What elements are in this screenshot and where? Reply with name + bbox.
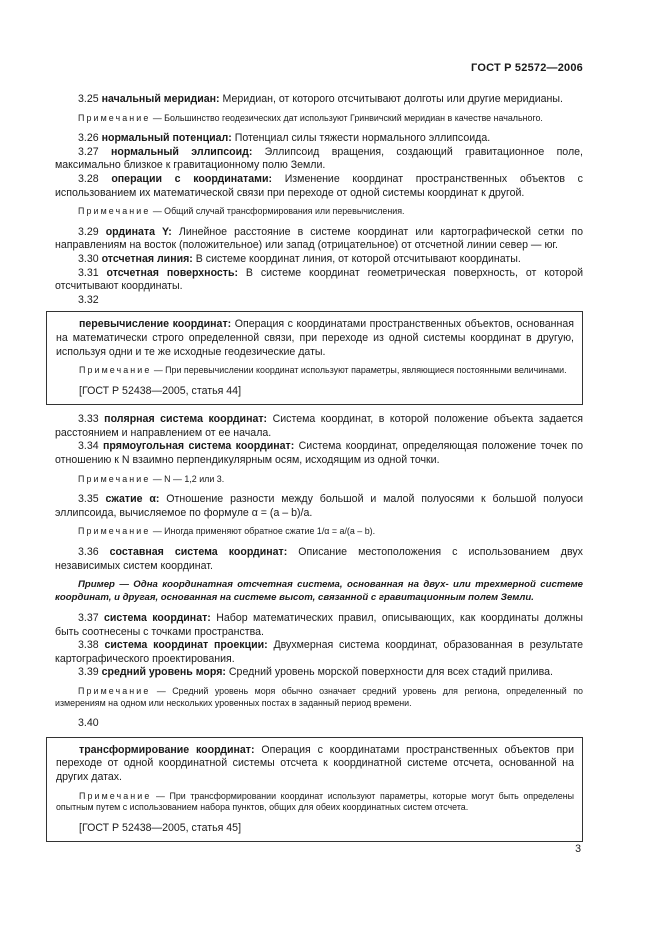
term-definition: Система координат, в которой положение объекта задается расстоянием и направлением от ее начала. xyxy=(55,413,583,439)
note-text: — Средний уровень моря обычно означает средний уровень для региона, определенный по измерениям на одном или нескольких уровенных постах в заданный период времени. xyxy=(55,686,583,708)
note xyxy=(55,113,583,125)
term-entry xyxy=(55,132,583,146)
term-definition: Потенциал силы тяжести нормального эллипсоида. xyxy=(231,132,491,145)
term-number: 3.38 xyxy=(78,639,99,652)
term-definition: Эллипсоид вращения, создающий гравитационное поле, максимально близкое к гравитационному полю Земли. xyxy=(55,145,583,172)
term-entry xyxy=(56,318,574,359)
note xyxy=(55,526,583,538)
term-definition: Отношение разности между большой и малой полуосями к большой полуоси эллипсоида, вычисляемое по формуле α = (a – b)/a. xyxy=(55,493,584,519)
term-title: полярная система координат: xyxy=(104,413,268,426)
note-label: Примечание xyxy=(78,473,151,484)
term-definition: В системе координат геометрическая поверхность, от которой отсчитывают координаты. xyxy=(55,266,584,293)
term-number: 3.25 xyxy=(78,93,99,105)
note-text: — При перевычислении координат используют параметры, являющиеся постоянными величинами. xyxy=(151,365,567,376)
term-title: нормальный потенциал: xyxy=(101,132,232,145)
term-title: ордината Y: xyxy=(105,225,172,238)
term-entry xyxy=(55,93,583,107)
note-label: Примечание xyxy=(78,112,151,123)
term-definition: Описание местоположения с использованием двух независимых систем координат. xyxy=(55,546,583,572)
term-entry xyxy=(55,146,583,173)
example-text: Пример — Одна координатная отсчетная система, основанная на двух- или трехмерной системе координат, и другая, основанная на системе высот, связанной с гравитационным полем Земли. xyxy=(55,579,583,603)
note xyxy=(55,474,583,486)
term-title: отсчетная линия: xyxy=(101,252,193,265)
term-entry xyxy=(55,226,583,253)
term-title: трансформирование координат: xyxy=(79,743,255,756)
term-title: сжатие α: xyxy=(105,493,160,506)
term-number: 3.39 xyxy=(78,666,99,679)
term-title: операции с координатами: xyxy=(111,172,273,185)
term-number: 3.29 xyxy=(78,225,99,238)
note-label: Примечание xyxy=(79,790,152,801)
note xyxy=(55,686,583,709)
note xyxy=(56,365,574,377)
term-number: 3.30 xyxy=(78,252,99,265)
term-definition: Двухмерная система координат, образованная в результате картографического проектирования. xyxy=(55,639,584,665)
note-text: — Иногда применяют обратное сжатие 1/α = a/(a – b). xyxy=(150,526,376,537)
term-definition: Система координат, определяющая положение точек по отношению к N взаимно перпендикулярным осям, исходящим из одной точки. xyxy=(55,440,583,467)
note-label: Примечание xyxy=(78,686,151,696)
term-frame-3-32 xyxy=(46,311,583,405)
note-text: — Общий случай трансформирования или перевычисления. xyxy=(150,206,405,217)
term-entry xyxy=(55,546,583,573)
term-title: прямоугольная система координат: xyxy=(103,440,295,453)
term-title: составная система координат: xyxy=(109,546,288,559)
note-text: — При трансформировании координат используют параметры, которые могут быть определены опытным путем с использованием набора пунктов, общих для обеих координатных систем отсчета. xyxy=(56,790,574,813)
term-number: 3.34 xyxy=(78,440,99,453)
term-entry xyxy=(56,744,574,785)
term-number: 3.32 xyxy=(78,293,99,306)
term-entry xyxy=(55,666,583,680)
term-entry xyxy=(55,173,583,200)
page-number: 3 xyxy=(575,843,581,855)
term-entry xyxy=(55,413,583,440)
term-title: средний уровень моря: xyxy=(101,666,226,679)
note-label: Примечание xyxy=(78,526,151,537)
term-title: начальный меридиан: xyxy=(101,93,220,105)
term-definition: Набор математических правил, описывающих, как координаты должны быть соотнесены с точками пространства. xyxy=(55,612,583,638)
term-number: 3.37 xyxy=(78,612,99,625)
term-number: 3.27 xyxy=(78,145,99,158)
term-definition: Операция с координатами пространственных объектов, основанная на математически строго определенной связи, при переходе из одной системы координат в другую, используя одни и те же исходные геодезические даты. xyxy=(56,318,574,358)
term-number: 3.33 xyxy=(78,413,99,426)
term-title: перевычисление координат: xyxy=(79,318,232,331)
term-number: 3.35 xyxy=(78,493,99,506)
note-text: — Большинство геодезических дат используют Гринвичский меридиан в качестве начального. xyxy=(150,112,543,123)
term-entry xyxy=(55,493,583,520)
term-definition: Линейное расстояние в системе координат или картографической сетки по направлениям на восток (положительное) или запад (отрицательное) от отсчетной линии север — юг. xyxy=(55,225,583,252)
term-definition: В системе координат линия, от которой отсчитывают координаты. xyxy=(192,252,521,265)
term-number: 3.40 xyxy=(78,717,99,730)
term-entry xyxy=(55,612,583,639)
term-definition: Меридиан, от которого отсчитывают долготы или другие меридианы. xyxy=(219,93,563,105)
source-reference: [ГОСТ Р 52438—2005, статья 45] xyxy=(79,821,242,834)
term-number: 3.36 xyxy=(78,546,99,559)
term-entry xyxy=(55,253,583,267)
term-definition: Изменение координат пространственных объектов с использованием их математической связи при переходе от одной системы координат к другой. xyxy=(55,172,583,199)
note-text: — N — 1,2 или 3. xyxy=(150,473,225,484)
term-entry xyxy=(55,267,583,294)
term-definition: Операция с координатами пространственных объектов при переходе от одной координатной системы отсчета к координатной системе отсчета, основанной на других датах. xyxy=(56,743,574,783)
note-label: Примечание xyxy=(78,206,151,217)
document-body xyxy=(55,93,583,842)
term-frame-3-40 xyxy=(46,737,583,843)
term-definition: Средний уровень морской поверхности для всех стадий прилива. xyxy=(225,666,553,679)
term-number: 3.28 xyxy=(78,172,99,185)
term-entry xyxy=(55,639,583,666)
note-label: Примечание xyxy=(79,365,152,376)
document-header: ГОСТ Р 52572—2006 xyxy=(471,62,583,74)
note xyxy=(55,206,583,218)
note xyxy=(56,791,574,814)
term-entry xyxy=(55,440,583,467)
term-title: система координат: xyxy=(104,612,211,625)
term-title: система координат проекции: xyxy=(104,639,268,652)
term-title: нормальный эллипсоид: xyxy=(110,145,253,158)
term-title: отсчетная поверхность: xyxy=(106,266,239,279)
source-reference: [ГОСТ Р 52438—2005, статья 44] xyxy=(79,384,242,397)
term-number: 3.31 xyxy=(78,266,99,279)
term-number: 3.26 xyxy=(78,132,99,145)
